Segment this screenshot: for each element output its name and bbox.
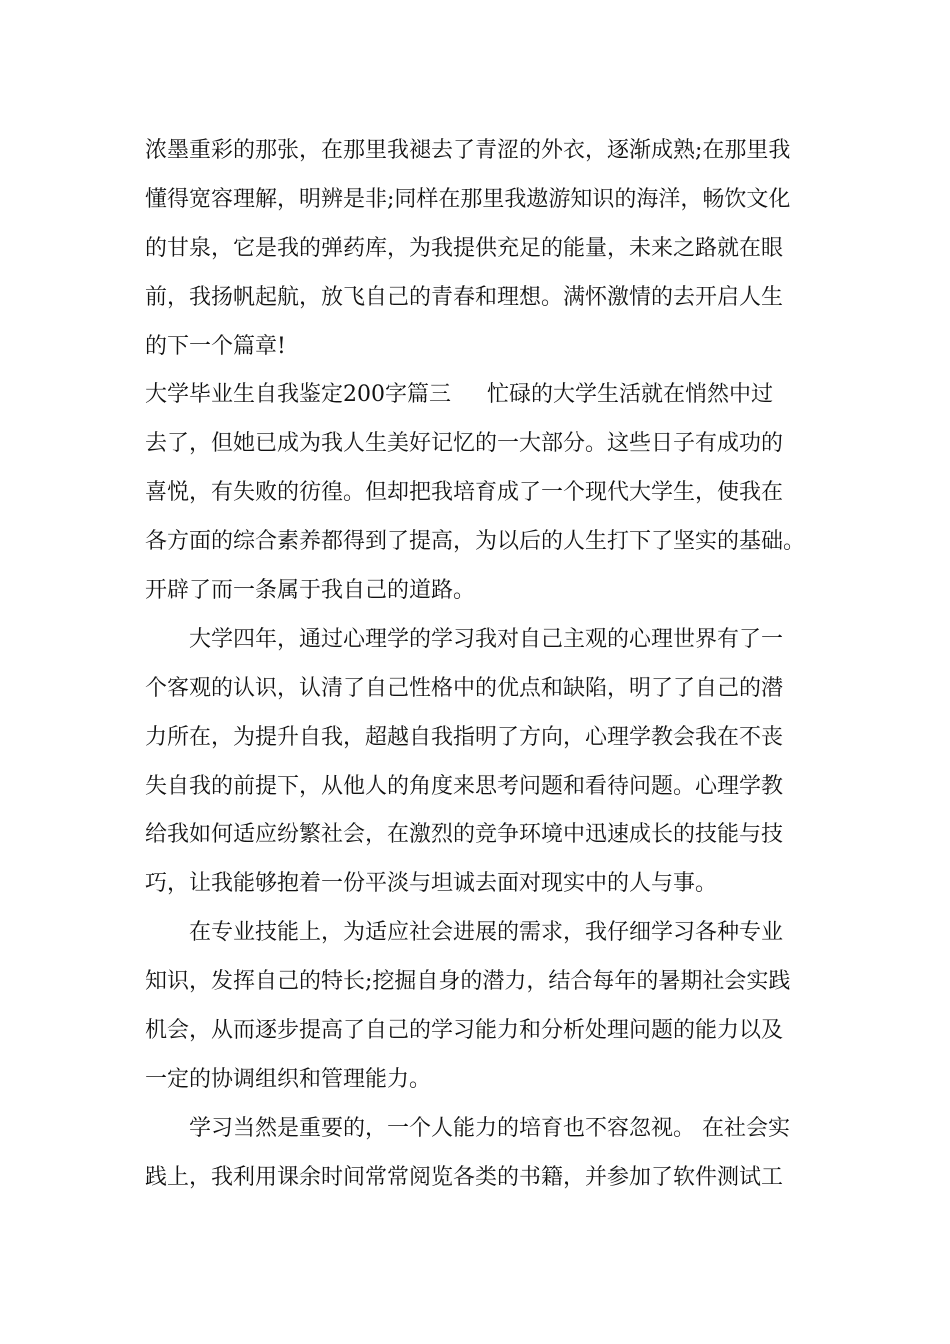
text-line: 各方面的综合素养都得到了提高，为以后的人生打下了坚实的基础。 [145, 529, 806, 555]
text-line: 力所在，为提升自我，超越自我指明了方向，心理学教会我在不丧 [145, 724, 784, 750]
paragraph-first-line: 大学四年，通过心理学的学习我对自己主观的心理世界有了一 [189, 626, 784, 652]
text-line: 前，我扬帆起航，放飞自己的青春和理想。满怀激情的去开启人生 [145, 284, 784, 310]
text-line: 去了，但她已成为我人生美好记忆的一大部分。这些日子有成功的 [145, 431, 784, 457]
text-line: 知识，发挥自己的特长;挖掘自身的潜力，结合每年的暑期社会实践 [145, 969, 791, 995]
paragraph-first-line: 在专业技能上，为适应社会进展的需求，我仔细学习各种专业 [189, 920, 784, 946]
text-line: 开辟了而一条属于我自己的道路。 [145, 578, 476, 604]
section-first-line: 忙碌的大学生活就在悄然中过 [487, 382, 774, 408]
section-heading: 大学毕业生自我鉴定200字篇三 [145, 382, 451, 408]
text-line: 给我如何适应纷繁社会，在激烈的竞争环境中迅速成长的技能与技 [145, 822, 784, 848]
paragraph-first-line: 学习当然是重要的，一个人能力的培育也不容忽视。 在社会实 [189, 1115, 790, 1141]
text-line: 机会，从而逐步提高了自己的学习能力和分析处理问题的能力以及 [145, 1018, 784, 1044]
text-line: 喜悦，有失败的彷徨。但却把我培育成了一个现代大学生，使我在 [145, 480, 784, 506]
text-line: 个客观的认识，认清了自己性格中的优点和缺陷，明了了自己的潜 [145, 675, 784, 701]
text-line: 浓墨重彩的那张，在那里我褪去了青涩的外衣，逐渐成熟;在那里我 [145, 138, 791, 163]
text-line: 失自我的前提下，从他人的角度来思考问题和看待问题。心理学教 [145, 773, 784, 799]
section-heading-line [145, 371, 813, 420]
text-line: 的甘泉，它是我的弹药库，为我提供充足的能量，未来之路就在眼 [145, 235, 784, 261]
text-line: 践上，我利用课余时间常常阅览各类的书籍，并参加了软件测试工 [145, 1164, 784, 1190]
document-body [145, 127, 813, 1203]
text-line: 一定的协调组织和管理能力。 [145, 1066, 432, 1092]
text-line: 巧，让我能够抱着一份平淡与坦诚去面对现实中的人与事。 [145, 871, 718, 897]
text-line: 的下一个篇章! [145, 333, 286, 359]
text-line: 懂得宽容理解，明辨是非;同样在那里我遨游知识的海洋，畅饮文化 [145, 186, 791, 212]
